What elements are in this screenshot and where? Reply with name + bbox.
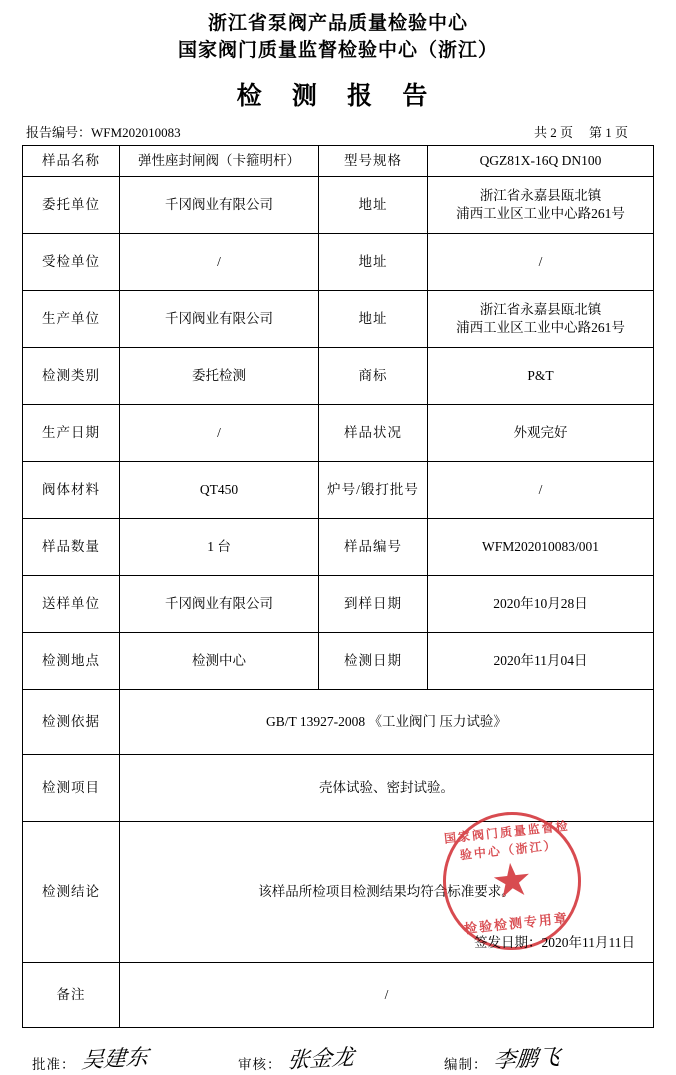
row-label-2: 样品状况 — [319, 405, 428, 462]
report-meta — [22, 122, 654, 145]
table-row — [23, 405, 654, 462]
row-value-2: 2020年11月04日 — [428, 633, 654, 690]
edit-slot — [444, 1042, 644, 1073]
table-row — [23, 234, 654, 291]
table-row — [23, 462, 654, 519]
conclusion-value-cell — [120, 818, 654, 963]
stamp-top-text: 国家阀门质量监督检验中心（浙江） — [443, 818, 571, 863]
report-number-label: 报告编号： — [26, 125, 92, 140]
row-value-1: 弹性座封闸阀（卡箍明杆） — [120, 146, 319, 177]
row-value-2: P&T — [428, 348, 654, 405]
address-line-1: 浙江省永嘉县瓯北镇 — [479, 188, 602, 203]
row-label: 受检单位 — [23, 234, 120, 291]
review-label: 审核： — [238, 1057, 282, 1072]
header-line-1: 浙江省泵阀产品质量检验中心 — [207, 13, 468, 34]
review-signature: 张金龙 — [286, 1044, 355, 1073]
report-table — [22, 145, 654, 1028]
row-label-2: 检测日期 — [319, 633, 428, 690]
row-label: 生产日期 — [23, 405, 120, 462]
table-row — [23, 576, 654, 633]
review-slot — [238, 1042, 438, 1073]
report-number — [26, 122, 181, 141]
row-value-1: 委托检测 — [120, 348, 319, 405]
approve-slot — [32, 1042, 232, 1073]
table-row — [23, 146, 654, 177]
row-label-2: 型号规格 — [319, 146, 428, 177]
basis-label: 检测依据 — [23, 690, 120, 755]
approve-label: 批准： — [32, 1057, 76, 1072]
row-label: 样品名称 — [23, 146, 120, 177]
row-label: 送样单位 — [23, 576, 120, 633]
table-row — [23, 519, 654, 576]
conclusion-text: 该样品所检项目检测结果均符合标准要求。 — [258, 884, 515, 899]
row-label: 检测类别 — [23, 348, 120, 405]
row-label: 阀体材料 — [23, 462, 120, 519]
row-value-1: 千冈阀业有限公司 — [120, 576, 319, 633]
current-page: 第 1 页 — [588, 125, 628, 140]
row-label-2: 炉号/锻打批号 — [319, 462, 428, 519]
address-line-1: 浙江省永嘉县瓯北镇 — [479, 302, 602, 317]
header-line-2: 国家阀门质量监督检验中心（浙江） — [177, 40, 498, 61]
page-counter — [518, 122, 650, 141]
edit-signature: 李鹏飞 — [492, 1044, 561, 1073]
row-label-2: 商标 — [319, 348, 428, 405]
table-row-remark — [23, 963, 654, 1028]
table-row — [23, 291, 654, 348]
remark-label: 备注 — [23, 963, 120, 1028]
row-label-2: 地址 — [319, 291, 428, 348]
sign-date-label: 签发日期： — [474, 935, 542, 950]
basis-value: GB/T 13927-2008 《工业阀门 压力试验》 — [120, 690, 654, 755]
row-value-2 — [428, 291, 654, 348]
row-value-2: QGZ81X-16Q DN100 — [428, 146, 654, 177]
row-label: 委托单位 — [23, 177, 120, 234]
table-row-items — [23, 755, 654, 822]
star-icon: ★ — [488, 852, 536, 909]
table-row-conclusion — [23, 822, 654, 963]
row-value-1: 千冈阀业有限公司 — [120, 291, 319, 348]
signature-footer — [22, 1028, 654, 1073]
row-label: 样品数量 — [23, 519, 120, 576]
row-value-2: 2020年10月28日 — [428, 576, 654, 633]
items-label: 检测项目 — [23, 755, 120, 822]
row-label-2: 地址 — [319, 177, 428, 234]
row-value-1: 1 台 — [120, 519, 319, 576]
row-value-2: / — [428, 462, 654, 519]
table-row — [23, 348, 654, 405]
edit-label: 编制： — [444, 1057, 488, 1072]
row-label: 检测地点 — [23, 633, 120, 690]
row-label-2: 地址 — [319, 234, 428, 291]
stamp-bottom-text: 检验检测专用章 — [463, 910, 570, 937]
row-label-2: 样品编号 — [319, 519, 428, 576]
items-value: 壳体试验、密封试验。 — [120, 755, 654, 822]
address-line-2: 浦西工业区工业中心路261号 — [456, 206, 625, 221]
row-label: 生产单位 — [23, 291, 120, 348]
row-value-1: / — [120, 234, 319, 291]
conclusion-label: 检测结论 — [23, 822, 120, 963]
row-value-1: QT450 — [120, 462, 319, 519]
address-line-2: 浦西工业区工业中心路261号 — [456, 320, 625, 335]
sign-date — [474, 934, 635, 952]
total-pages: 共 2 页 — [533, 125, 573, 140]
row-value-2: 外观完好 — [428, 405, 654, 462]
page-title: 检 测 报 告 — [236, 83, 440, 110]
row-value-2: / — [428, 234, 654, 291]
approve-signature: 吴建东 — [80, 1044, 149, 1073]
row-value-1: 检测中心 — [120, 633, 319, 690]
row-value-1: / — [120, 405, 319, 462]
report-number-value: WFM202010083 — [91, 125, 181, 140]
remark-value: / — [120, 963, 654, 1028]
sign-date-value: 2020年11月11日 — [541, 935, 635, 950]
table-row-basis — [23, 690, 654, 755]
row-value-1: 千冈阀业有限公司 — [120, 177, 319, 234]
row-value-2: WFM202010083/001 — [428, 519, 654, 576]
table-row — [23, 633, 654, 690]
row-value-2 — [428, 177, 654, 234]
row-label-2: 到样日期 — [319, 576, 428, 633]
table-row — [23, 177, 654, 234]
